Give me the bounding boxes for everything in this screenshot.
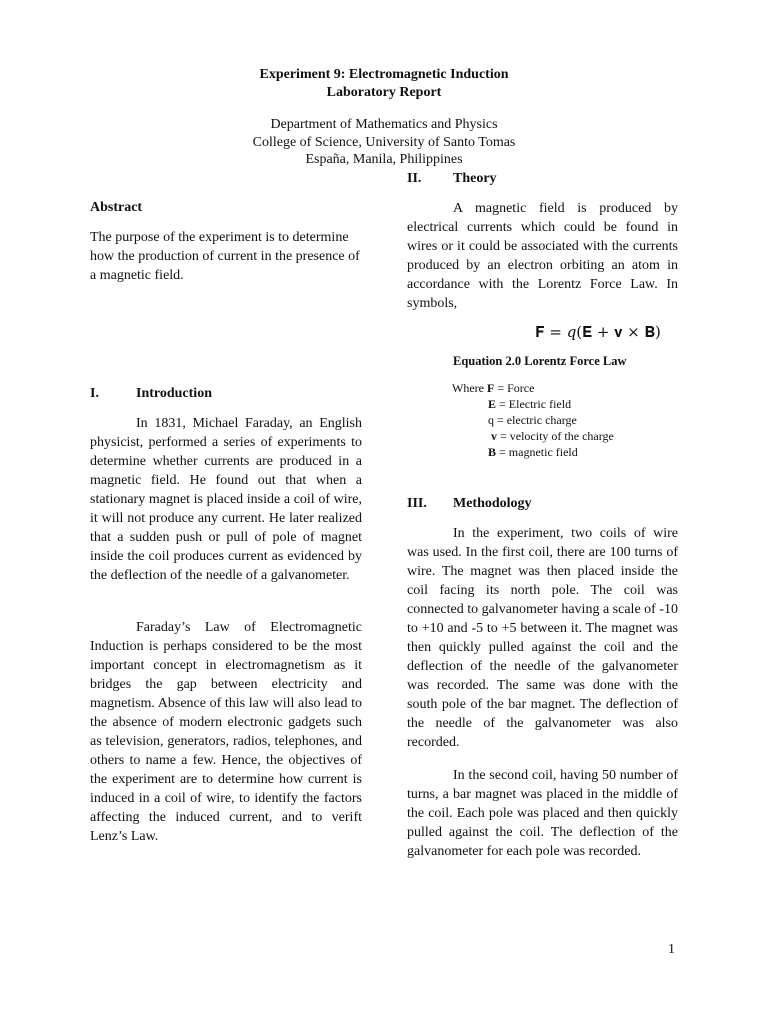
where-item-velocity <box>452 428 614 444</box>
equation-caption: Equation 2.0 Lorentz Force Law <box>453 354 627 368</box>
theory-title: Theory <box>453 171 497 186</box>
introduction-paragraph-1: In 1831, Michael Faraday, an English physicist, performed a series of experiments to determine whether currents are produced in a magnetic field. He found out that when a stationary magnet is placed inside a coil of wire, it will not produce any current. He later realized that a sudden push or pull of pole of magnet inside the coil produces current as evidenced by the deflection of the needle of a galvanometer. <box>90 416 362 583</box>
introduction-paragraph-2: Faraday’s Law of Electromagnetic Induction is perhaps considered to be the most important concept in electromagnetism as it bridges the gap between electricity and magnetism. Absence of this law will also lead to the absence of modern electronic gadgets such as television, generators, radios, telephones, and others to name a few. Hence, the objectives of the experiment are to determine how current is induced in a coil of wire, to identify the factors affecting the induced current, and to verift Lenz’s Law. <box>90 620 362 844</box>
where-item-force <box>452 380 614 396</box>
where-item-electric-field <box>452 396 614 412</box>
abstract-heading: Abstract <box>90 200 143 215</box>
theory-heading <box>407 170 497 188</box>
abstract-text: The purpose of the experiment is to determine how the production of current in the presence of a magnetic field. <box>90 230 360 283</box>
desc-velocity: = velocity of the charge <box>497 429 614 443</box>
methodology-paragraph-2: In the second coil, having 50 number of turns, a bar magnet was placed in the middle of the coil. Each pole was placed and then quickly pulled against the coil. The deflection of the galvanometer for each pole was recorded. <box>407 768 678 859</box>
methodology-heading <box>407 495 532 513</box>
where-prefix: Where <box>452 381 487 395</box>
title-line-2: Laboratory Report <box>326 84 442 100</box>
theory-number: II. <box>407 171 422 186</box>
where-item-charge <box>452 412 614 428</box>
symbol-force: F <box>486 381 495 395</box>
where-list <box>452 380 614 460</box>
affiliation-line-3: España, Manila, Philippines <box>305 152 463 167</box>
desc-electric-field: = Electric field <box>496 397 572 411</box>
desc-magnetic-field: = magnetic field <box>496 445 578 459</box>
introduction-number: I. <box>90 386 99 401</box>
where-item-magnetic-field <box>452 444 614 460</box>
affiliation-line-2: College of Science, University of Santo Tomas <box>252 134 516 150</box>
affiliation-line-1: Department of Mathematics and Physics <box>270 117 498 132</box>
symbol-charge: q <box>488 413 494 427</box>
methodology-title: Methodology <box>453 496 532 511</box>
introduction-title: Introduction <box>136 386 212 401</box>
affiliation <box>0 116 768 169</box>
page-number: 1 <box>668 942 675 957</box>
methodology-number: III. <box>407 496 427 511</box>
methodology-paragraph-1: In the experiment, two coils of wire was used. In the first coil, there are 100 turns of wire. The magnet was then placed inside the coil facing its north pole. The coil was connected to galvanometer having a scale of -10 to +10 and -5 to +5 between it. The magnet was then quickly pulled against the coil and the deflection of the needle of the galvanometer was recorded. The same was done with the south pole of the bar magnet. The deflection of the needle of the galvanometer was also recorded. <box>407 526 678 750</box>
lorentz-equation: 𝐅 = 𝑞(𝐄 + 𝐯 × 𝐁) <box>535 323 661 341</box>
desc-charge: = electric charge <box>494 413 577 427</box>
title-line-1: Experiment 9: Electromagnetic Induction <box>259 67 509 82</box>
desc-force: = Force <box>494 381 535 395</box>
symbol-magnetic-field: B <box>488 445 497 459</box>
symbol-velocity: v <box>491 429 497 443</box>
report-title <box>0 66 768 101</box>
theory-paragraph: A magnetic field is produced by electrical currents which could be found in wires or it could be associated with the currents produced by an electron orbiting an atom in accordance with the Lorentz Force Law. In symbols, <box>407 201 678 311</box>
symbol-electric-field: E <box>488 397 497 411</box>
introduction-heading <box>90 385 212 403</box>
